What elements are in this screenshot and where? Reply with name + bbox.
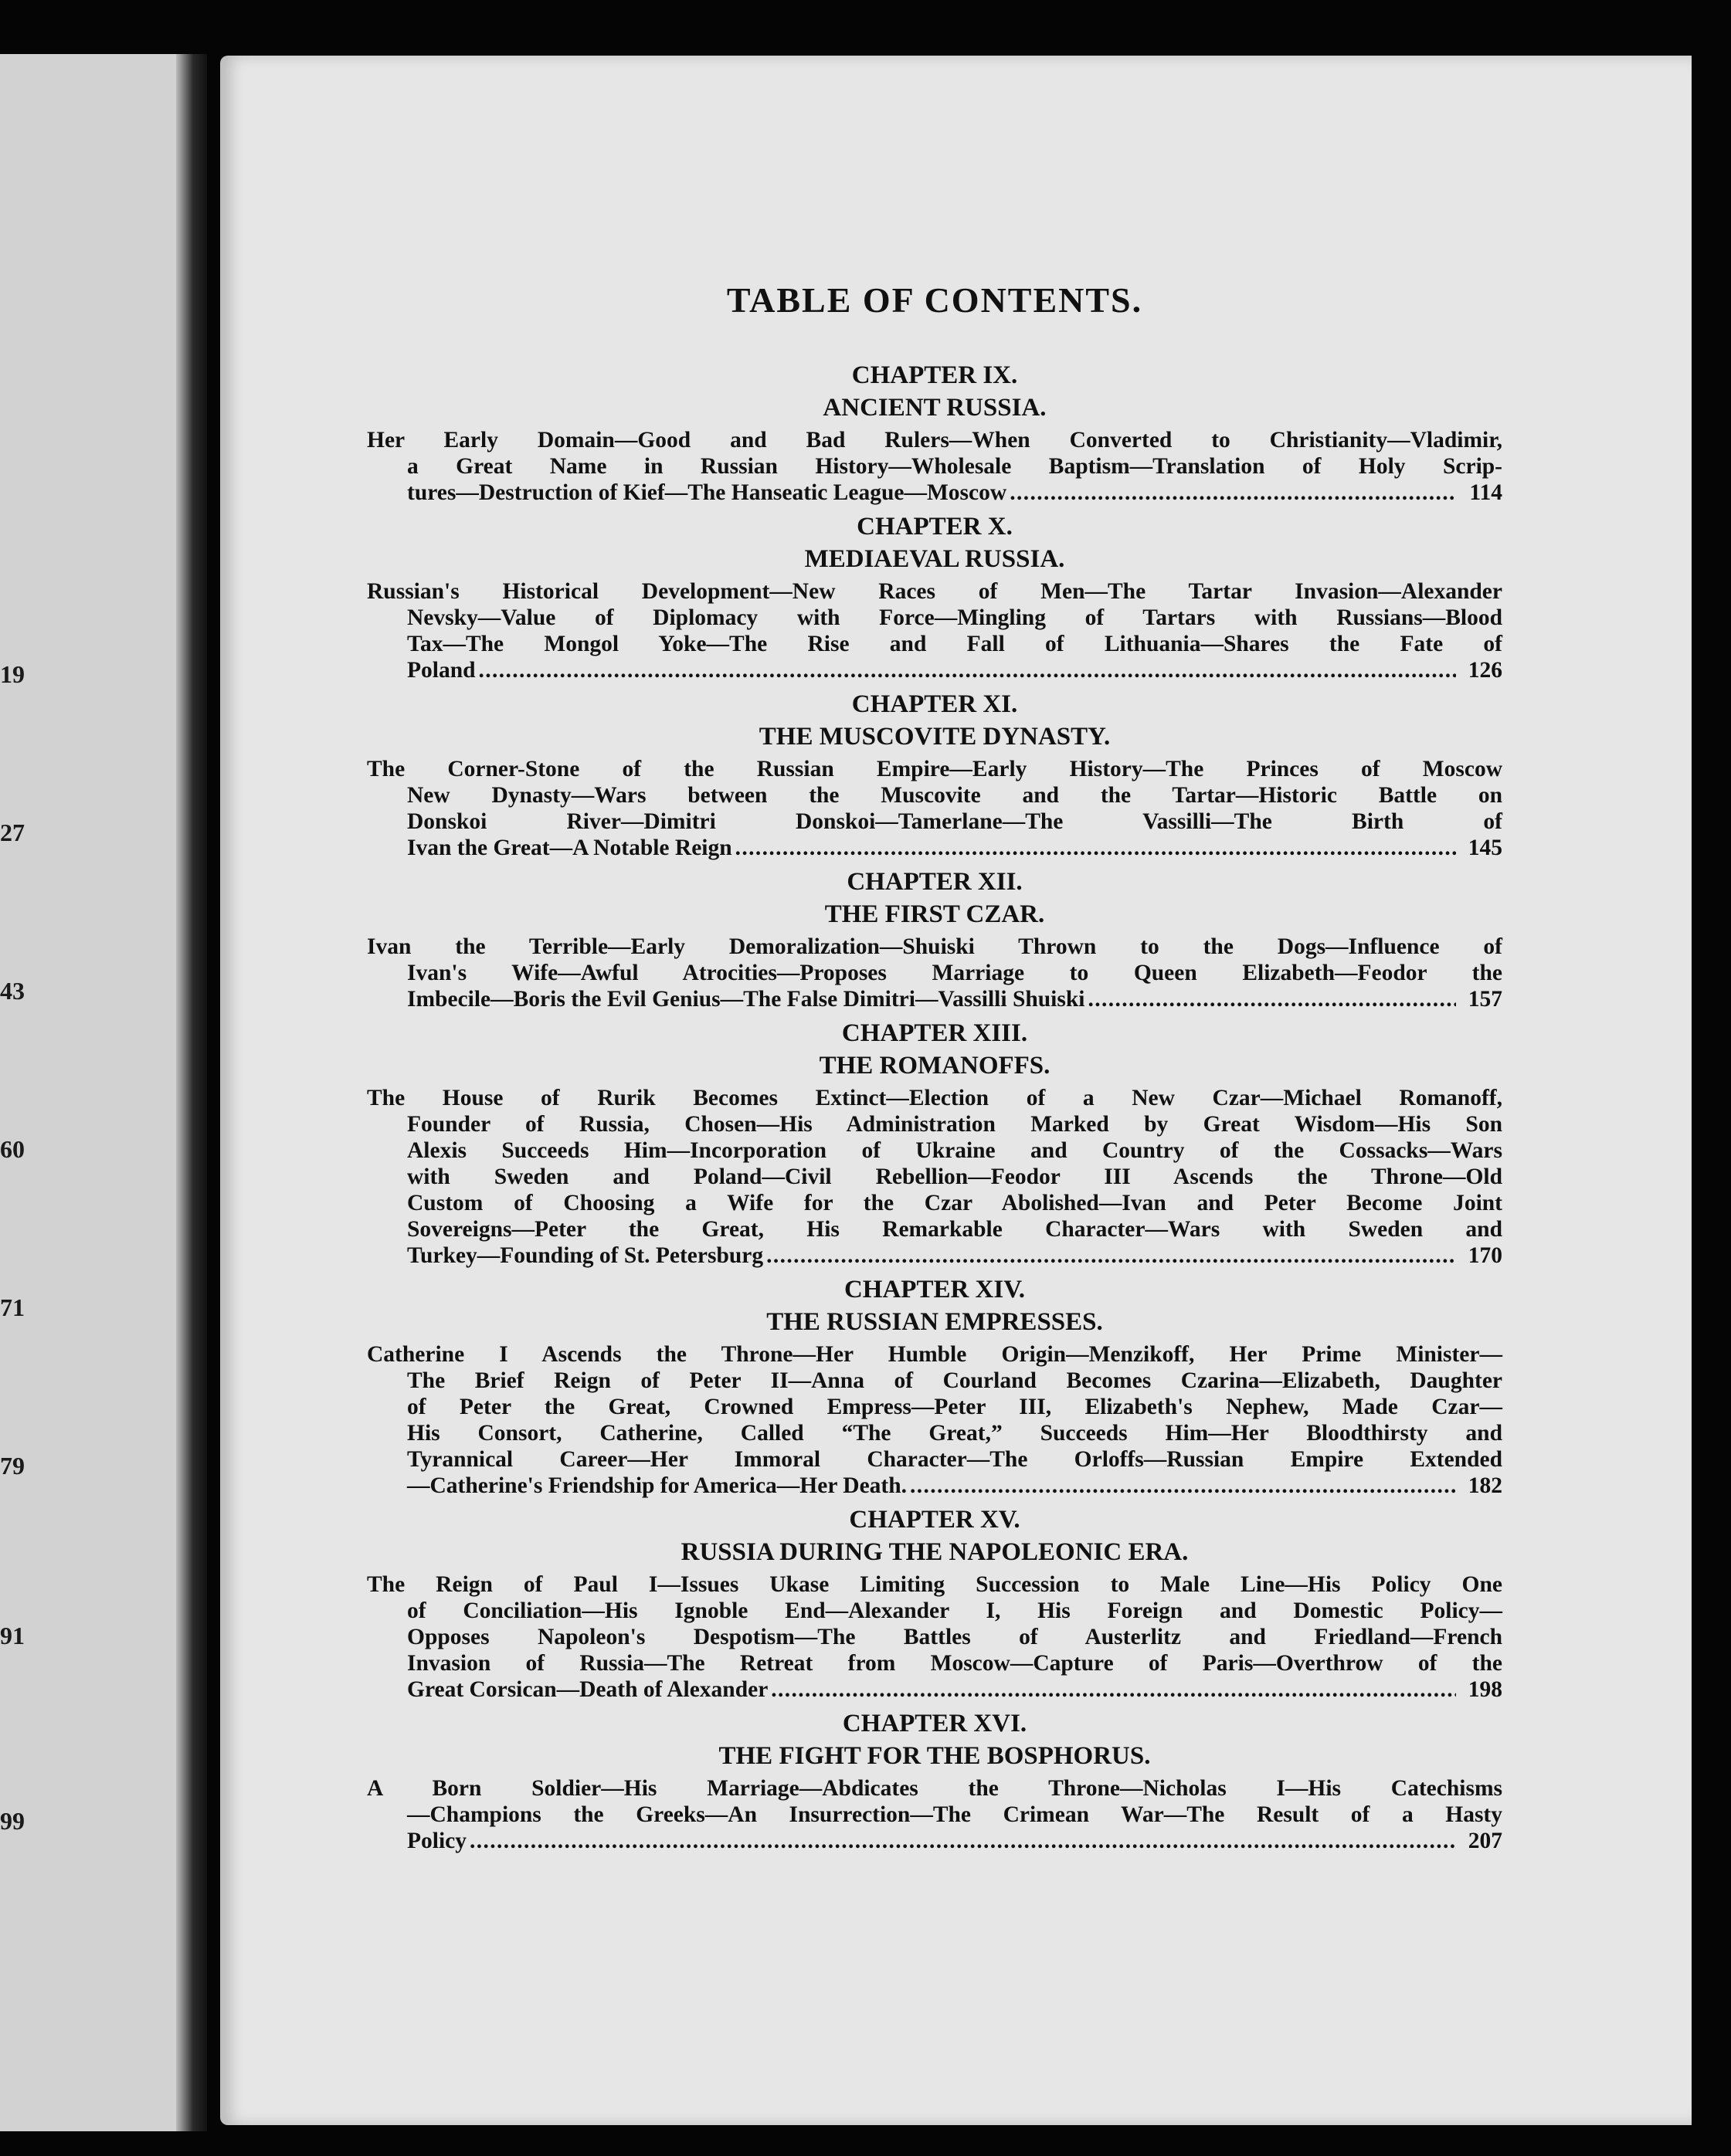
book-gutter xyxy=(176,54,207,2131)
summary-line: —Champions the Greeks—An Insurrection—The Crimean War—The Result of a Hasty xyxy=(407,1802,1502,1827)
chapter-title: THE FIRST CZAR. xyxy=(824,900,1045,928)
page-number: 126 xyxy=(1468,658,1502,683)
summary-line: Her Early Domain—Good and Bad Rulers—When Converted to Christianity—Vladimir, xyxy=(367,428,1502,453)
chapter-title: THE ROMANOFFS. xyxy=(819,1052,1050,1080)
summary-line: of Conciliation—His Ignoble End—Alexander I, His Foreign and Domestic Policy— xyxy=(407,1598,1502,1623)
summary-line: Alexis Succeeds Him—Incorporation of Ukraine and Country of the Cossacks—Wars xyxy=(407,1138,1502,1163)
chapter-number: CHAPTER XIII. xyxy=(841,1019,1028,1047)
chapter-title: THE MUSCOVITE DYNASTY. xyxy=(759,723,1111,751)
summary-line: Policy xyxy=(407,1829,467,1853)
chapter-entry xyxy=(367,1273,1502,1499)
chapter-entry xyxy=(367,510,1502,683)
facing-page-number: 91 xyxy=(0,1622,25,1649)
chapter-number: CHAPTER X. xyxy=(857,513,1013,541)
summary-line: Tyrannical Career—Her Immoral Character—The Orloffs—Russian Empire Extended xyxy=(407,1447,1502,1472)
summary-line: Ivan's Wife—Awful Atrocities—Proposes Marriage to Queen Elizabeth—Feodor the xyxy=(407,961,1502,985)
summary-line: Sovereigns—Peter the Great, His Remarkable Character—Wars with Sweden and xyxy=(407,1217,1502,1242)
summary-line: Nevsky—Value of Diplomacy with Force—Mingling of Tartars with Russians—Blood xyxy=(407,605,1502,630)
summary-line: Custom of Choosing a Wife for the Czar Abolished—Ivan and Peter Become Joint xyxy=(407,1191,1502,1215)
page-number: 145 xyxy=(1468,836,1502,860)
summary-line: Great Corsican—Death of Alexander xyxy=(407,1677,769,1702)
dot-leader xyxy=(771,1676,1456,1703)
summary-line: Opposes Napoleon's Despotism—The Battles of Austerlitz and Friedland—French xyxy=(407,1625,1502,1649)
summary-line: His Consort, Catherine, Called “The Great,” Succeeds Him—Her Bloodthirsty and xyxy=(407,1421,1502,1446)
dot-leader xyxy=(1010,480,1456,506)
dot-leader xyxy=(470,1828,1456,1854)
summary-last-line xyxy=(367,1676,1502,1703)
summary-line: New Dynasty—Wars between the Muscovite and the Tartar—Historic Battle on xyxy=(407,783,1502,808)
facing-page-number: 79 xyxy=(0,1452,25,1480)
summary-line: Turkey—Founding of St. Petersburg xyxy=(407,1243,764,1268)
chapter-summary xyxy=(367,934,1502,1012)
summary-last-line xyxy=(367,1242,1502,1269)
summary-line: The Reign of Paul I—Issues Ukase Limiting Succession to Male Line—His Policy One xyxy=(367,1572,1502,1597)
chapter-title: MEDIAEVAL RUSSIA. xyxy=(804,545,1065,573)
facing-page-number: 19 xyxy=(0,660,25,688)
facing-page-number: 99 xyxy=(0,1807,25,1835)
summary-line: Invasion of Russia—The Retreat from Moscow—Capture of Paris—Overthrow of the xyxy=(407,1651,1502,1676)
chapter-title: THE FIGHT FOR THE BOSPHORUS. xyxy=(718,1742,1151,1770)
chapter-number: CHAPTER XIV. xyxy=(843,1276,1026,1303)
summary-line: Ivan the Great—A Notable Reign xyxy=(407,836,732,860)
chapter-entry xyxy=(367,688,1502,861)
facing-page xyxy=(0,54,193,2131)
chapter-title: RUSSIA DURING THE NAPOLEONIC ERA. xyxy=(681,1538,1189,1566)
chapter-summary xyxy=(367,756,1502,861)
facing-page-number: 43 xyxy=(0,977,25,1005)
page-number: 114 xyxy=(1469,480,1502,505)
summary-last-line xyxy=(367,657,1502,683)
summary-line: of Peter the Great, Crowned Empress—Peter III, Elizabeth's Nephew, Made Czar— xyxy=(407,1395,1502,1419)
chapter-entry xyxy=(367,1017,1502,1269)
summary-line: The House of Rurik Becomes Extinct—Election of a New Czar—Michael Romanoff, xyxy=(367,1086,1502,1110)
chapter-summary xyxy=(367,1775,1502,1854)
dot-leader xyxy=(479,657,1456,683)
summary-line: with Sweden and Poland—Civil Rebellion—Feodor III Ascends the Throne—Old xyxy=(407,1164,1502,1189)
summary-last-line xyxy=(367,1828,1502,1854)
page-number: 157 xyxy=(1468,987,1502,1012)
summary-line: The Corner-Stone of the Russian Empire—Early History—The Princes of Moscow xyxy=(367,757,1502,781)
page-number: 170 xyxy=(1468,1243,1502,1268)
chapter-entry xyxy=(367,1707,1502,1854)
summary-line: Imbecile—Boris the Evil Genius—The False Dimitri—Vassilli Shuiski xyxy=(407,987,1085,1012)
facing-page-number: 71 xyxy=(0,1293,25,1321)
toc-content xyxy=(367,280,1502,1859)
chapter-summary xyxy=(367,578,1502,683)
toc-page xyxy=(220,56,1692,2125)
chapter-number: CHAPTER XI. xyxy=(851,690,1018,718)
dot-leader xyxy=(1088,986,1456,1012)
chapter-number: CHAPTER XV. xyxy=(849,1506,1020,1534)
summary-last-line xyxy=(367,835,1502,861)
chapter-number: CHAPTER IX. xyxy=(851,361,1018,389)
page-number: 207 xyxy=(1468,1829,1502,1853)
summary-line: A Born Soldier—His Marriage—Abdicates the Throne—Nicholas I—His Catechisms xyxy=(367,1776,1502,1801)
summary-last-line xyxy=(367,1473,1502,1499)
summary-line: Tax—The Mongol Yoke—The Rise and Fall of Lithuania—Shares the Fate of xyxy=(407,632,1502,656)
summary-line: Catherine I Ascends the Throne—Her Humble Origin—Menzikoff, Her Prime Minister— xyxy=(367,1342,1502,1367)
summary-line: —Catherine's Friendship for America—Her Death. xyxy=(407,1473,908,1498)
dot-leader xyxy=(735,835,1456,861)
chapter-number: CHAPTER XVI. xyxy=(842,1710,1027,1737)
chapter-summary xyxy=(367,427,1502,506)
page-number: 182 xyxy=(1468,1473,1502,1498)
facing-page-number: 27 xyxy=(0,819,25,846)
page-number: 198 xyxy=(1468,1677,1502,1702)
chapter-summary xyxy=(367,1571,1502,1703)
chapter-summary xyxy=(367,1085,1502,1269)
dot-leader xyxy=(910,1473,1456,1499)
chapter-list xyxy=(367,359,1502,1854)
page-title: TABLE OF CONTENTS. xyxy=(726,280,1143,320)
summary-line: a Great Name in Russian History—Wholesale Baptism—Translation of Holy Scrip- xyxy=(407,454,1502,479)
summary-line: Ivan the Terrible—Early Demoralization—Shuiski Thrown to the Dogs—Influence of xyxy=(367,934,1502,959)
facing-page-number: 60 xyxy=(0,1135,25,1163)
summary-line: Poland xyxy=(407,658,476,683)
chapter-title: ANCIENT RUSSIA. xyxy=(823,394,1047,422)
summary-line: Donskoi River—Dimitri Donskoi—Tamerlane—The Vassilli—The Birth of xyxy=(407,809,1502,834)
chapter-summary xyxy=(367,1341,1502,1499)
chapter-title: THE RUSSIAN EMPRESSES. xyxy=(766,1308,1103,1336)
summary-line: tures—Destruction of Kief—The Hanseatic League—Moscow xyxy=(407,480,1007,505)
summary-last-line xyxy=(367,480,1502,506)
summary-last-line xyxy=(367,986,1502,1012)
dot-leader xyxy=(766,1242,1456,1269)
summary-line: Russian's Historical Development—New Races of Men—The Tartar Invasion—Alexander xyxy=(367,579,1502,604)
chapter-entry xyxy=(367,1503,1502,1703)
chapter-number: CHAPTER XII. xyxy=(847,868,1023,896)
chapter-entry xyxy=(367,866,1502,1012)
chapter-entry xyxy=(367,359,1502,506)
summary-line: Founder of Russia, Chosen—His Administration Marked by Great Wisdom—His Son xyxy=(407,1112,1502,1137)
summary-line: The Brief Reign of Peter II—Anna of Courland Becomes Czarina—Elizabeth, Daughter xyxy=(407,1368,1502,1393)
